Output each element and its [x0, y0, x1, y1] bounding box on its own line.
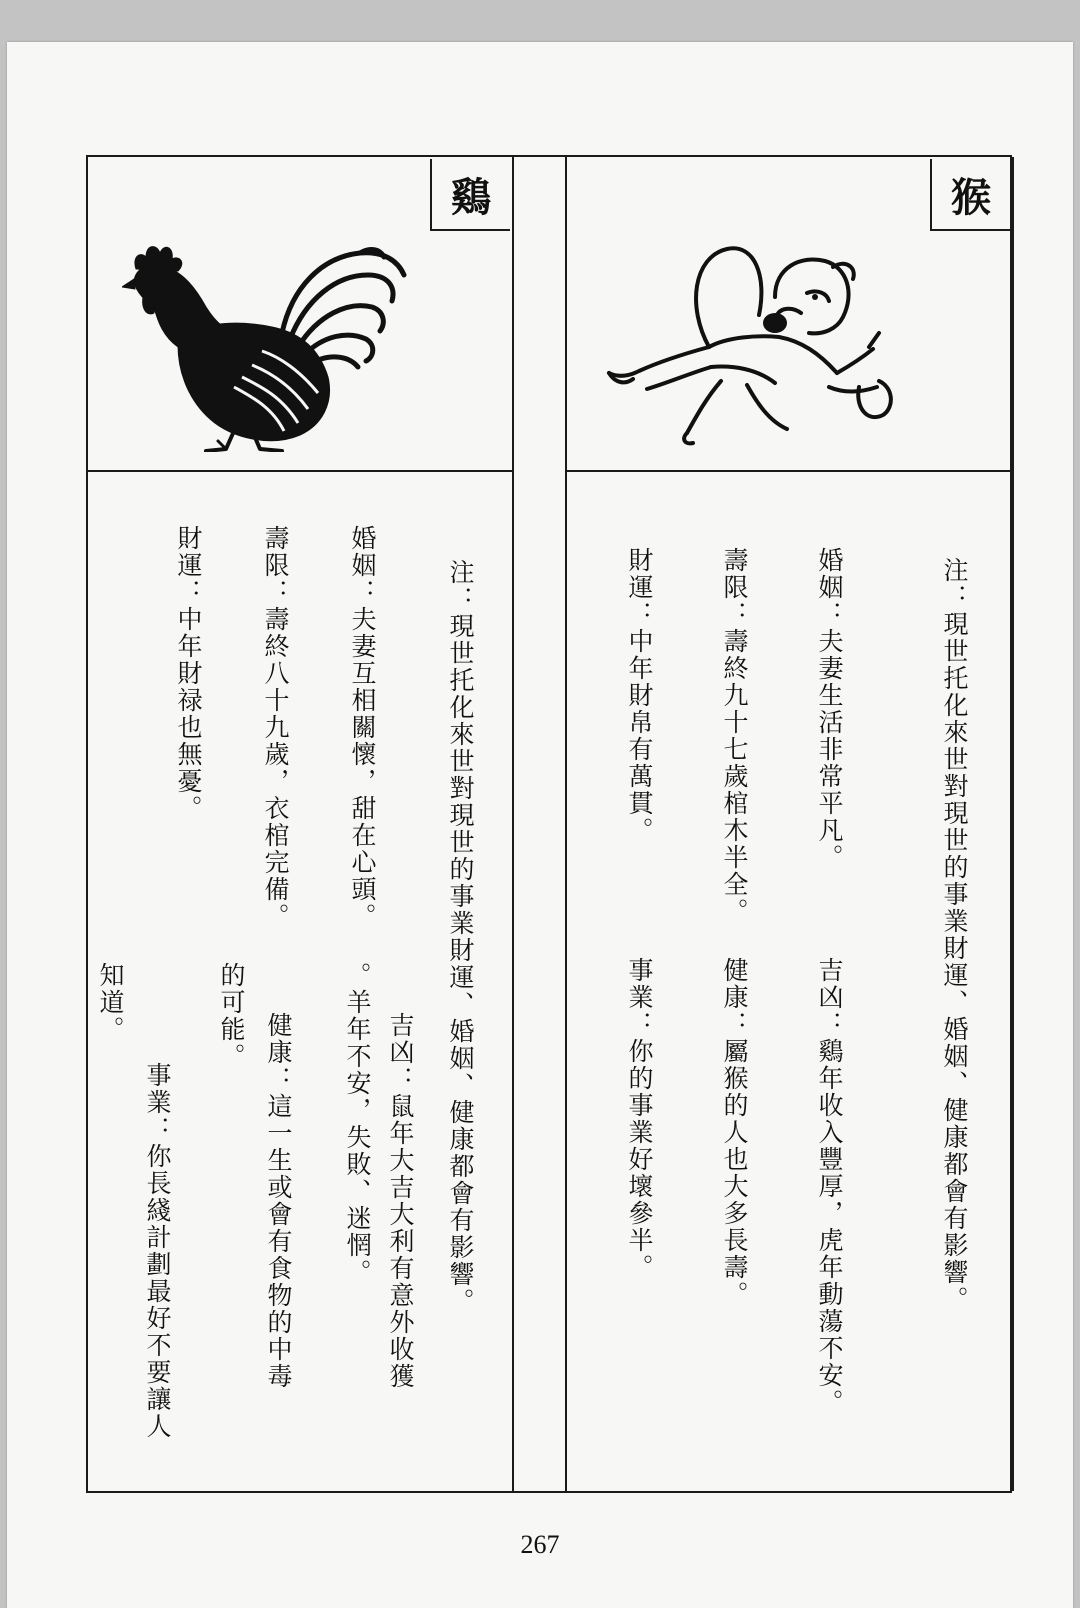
rooster-fortune-cont: 。羊年不安，失敗、迷惘。 — [343, 962, 372, 1286]
rooster-health-cont: 的可能。 — [217, 962, 246, 1070]
monkey-fortune: 吉凶：鷄年收入豐厚，虎年動蕩不安。 — [815, 957, 844, 1416]
monkey-career: 事業：你的事業好壞參半。 — [625, 957, 654, 1281]
monkey-wealth: 財運：中年財帛有萬貫。 — [625, 547, 654, 844]
monkey-panel — [565, 157, 1014, 1491]
rooster-marriage: 婚姻：夫妻互相關懷，甜在心頭。 — [348, 525, 377, 930]
rooster-career-cont: 知道。 — [96, 962, 125, 1043]
rooster-fortune: 吉凶：鼠年大吉大利有意外收獲 — [386, 1012, 415, 1390]
monkey-marriage: 婚姻：夫妻生活非常平凡。 — [815, 547, 844, 871]
zodiac-frame — [86, 155, 1012, 1493]
rooster-image-box — [88, 157, 512, 472]
book-page — [7, 42, 1073, 1608]
rooster-career: 事業：你長綫計劃最好不要讓人 — [143, 1062, 172, 1440]
rooster-illustration — [122, 227, 412, 452]
rooster-tag: 鷄 — [430, 159, 510, 231]
rooster-lifespan: 壽限：壽終八十九歲，衣棺完備。 — [261, 525, 290, 930]
monkey-health: 健康：屬猴的人也大多長壽。 — [720, 957, 749, 1308]
rooster-health: 健康：這一生或會有食物的中毒 — [264, 1012, 293, 1390]
page-number: 267 — [520, 1530, 560, 1559]
rooster-text — [88, 472, 512, 1491]
rooster-panel — [86, 157, 514, 1491]
monkey-tag: 猴 — [930, 159, 1010, 231]
monkey-note: 注：現世托化來世對現世的事業財運、婚姻、健康都會有影響。 — [940, 557, 969, 1313]
monkey-illustration — [597, 237, 897, 447]
monkey-text — [567, 472, 1012, 1491]
monkey-image-box — [567, 157, 1012, 472]
rooster-wealth: 財運：中年財禄也無憂。 — [174, 525, 203, 822]
monkey-lifespan: 壽限：壽終九十七歲棺木半全。 — [720, 547, 749, 925]
rooster-note: 注：現世托化來世對現世的事業財運、婚姻、健康都會有影響。 — [446, 559, 475, 1315]
